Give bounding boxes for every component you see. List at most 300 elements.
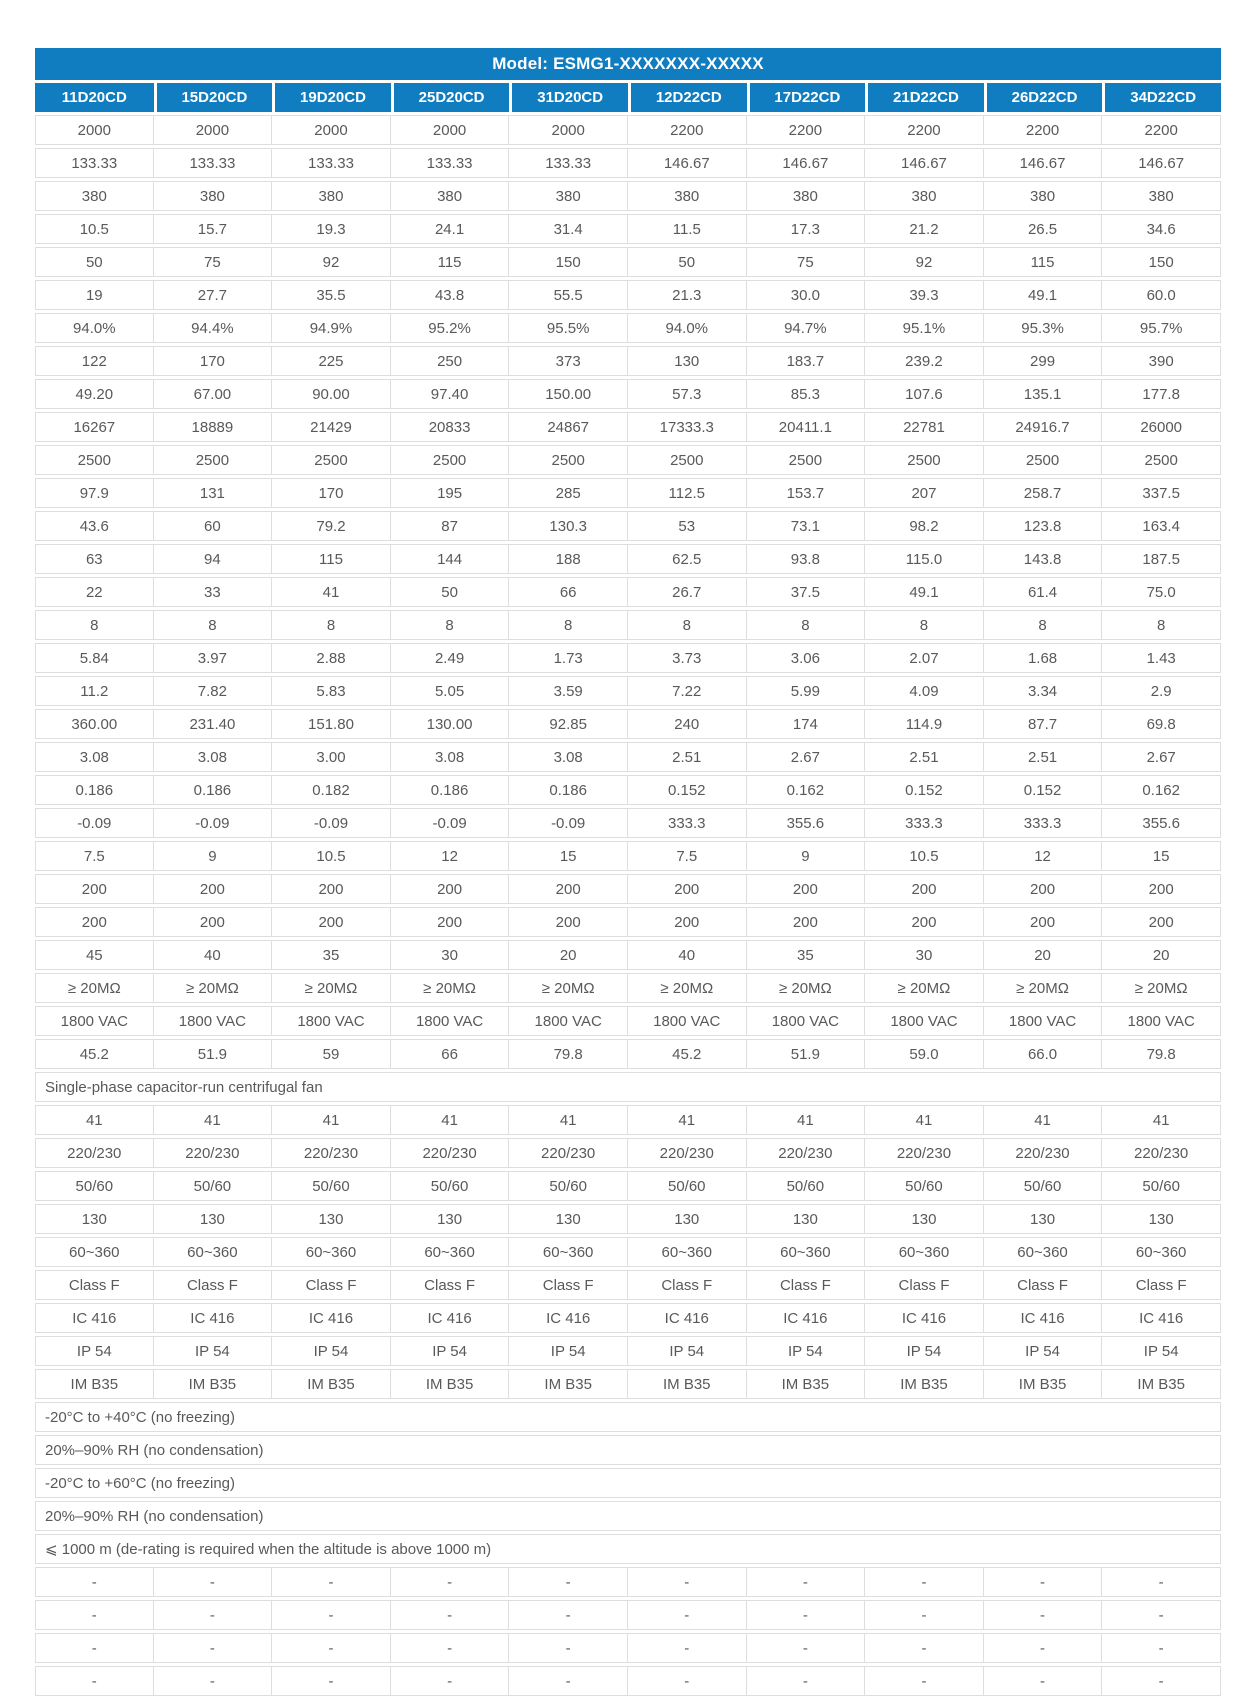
table-cell: 131 <box>154 478 273 508</box>
table-row <box>35 379 1221 409</box>
table-cell: 200 <box>391 874 510 904</box>
table-cell: 200 <box>35 874 154 904</box>
table-cell: 49.1 <box>865 577 984 607</box>
table-cell: - <box>984 1666 1103 1696</box>
table-cell: 19.3 <box>272 214 391 244</box>
table-cell: 30 <box>865 940 984 970</box>
table-cell: 95.2% <box>391 313 510 343</box>
table-cell: 59 <box>272 1039 391 1069</box>
table-cell: 3.08 <box>391 742 510 772</box>
table-cell: 94.9% <box>272 313 391 343</box>
table-cell: 2200 <box>984 115 1103 145</box>
table-cell: IM B35 <box>154 1369 273 1399</box>
table-cell: 380 <box>1102 181 1221 211</box>
table-cell: 41 <box>272 577 391 607</box>
spec-sheet <box>35 45 1221 1699</box>
table-cell: 107.6 <box>865 379 984 409</box>
table-cell: 55.5 <box>509 280 628 310</box>
table-cell: ≥ 20MΩ <box>747 973 866 1003</box>
table-cell: Class F <box>984 1270 1103 1300</box>
table-cell: 69.8 <box>1102 709 1221 739</box>
full-width-cell: ⩽ 1000 m (de-rating is required when the altitude is above 1000 m) <box>35 1534 1221 1564</box>
table-cell: 220/230 <box>391 1138 510 1168</box>
table-cell: 87.7 <box>984 709 1103 739</box>
table-cell: 133.33 <box>154 148 273 178</box>
table-row <box>35 1270 1221 1300</box>
table-cell: 3.06 <box>747 643 866 673</box>
table-cell: 19 <box>35 280 154 310</box>
table-cell: 49.1 <box>984 280 1103 310</box>
table-cell: 170 <box>272 478 391 508</box>
table-cell: 7.22 <box>628 676 747 706</box>
table-cell: 380 <box>35 181 154 211</box>
table-cell: 93.8 <box>747 544 866 574</box>
table-cell: 150 <box>509 247 628 277</box>
table-cell: - <box>865 1633 984 1663</box>
table-cell: 50/60 <box>865 1171 984 1201</box>
table-cell: 220/230 <box>509 1138 628 1168</box>
table-cell: 20 <box>509 940 628 970</box>
table-row <box>35 643 1221 673</box>
table-cell: 133.33 <box>272 148 391 178</box>
table-row <box>35 445 1221 475</box>
table-cell: - <box>509 1600 628 1630</box>
table-row <box>35 1303 1221 1333</box>
table-cell: IM B35 <box>509 1369 628 1399</box>
table-row <box>35 1567 1221 1597</box>
table-cell: 112.5 <box>628 478 747 508</box>
table-cell: 1800 VAC <box>984 1006 1103 1036</box>
table-cell: 4.09 <box>865 676 984 706</box>
table-row <box>35 709 1221 739</box>
table-cell: - <box>865 1567 984 1597</box>
table-cell: - <box>747 1567 866 1597</box>
table-cell: 41 <box>35 1105 154 1135</box>
table-cell: 220/230 <box>35 1138 154 1168</box>
table-cell: 380 <box>154 181 273 211</box>
table-cell: IP 54 <box>154 1336 273 1366</box>
table-cell: ≥ 20MΩ <box>509 973 628 1003</box>
table-cell: 1800 VAC <box>154 1006 273 1036</box>
table-cell: 8 <box>154 610 273 640</box>
table-cell: 195 <box>391 478 510 508</box>
table-cell: 146.67 <box>984 148 1103 178</box>
table-cell: 0.182 <box>272 775 391 805</box>
table-cell: 0.152 <box>984 775 1103 805</box>
table-cell: - <box>391 1600 510 1630</box>
table-cell: 3.08 <box>509 742 628 772</box>
table-cell: 2.49 <box>391 643 510 673</box>
table-cell: 1800 VAC <box>35 1006 154 1036</box>
table-cell: ≥ 20MΩ <box>865 973 984 1003</box>
table-cell: ≥ 20MΩ <box>1102 973 1221 1003</box>
table-cell: 1800 VAC <box>628 1006 747 1036</box>
table-row <box>35 1369 1221 1399</box>
table-cell: 50/60 <box>154 1171 273 1201</box>
column-header-15d20cd: 15D20CD <box>154 83 273 112</box>
table-row <box>35 1105 1221 1135</box>
table-cell: Class F <box>391 1270 510 1300</box>
table-cell: 66.0 <box>984 1039 1103 1069</box>
table-cell: 8 <box>1102 610 1221 640</box>
table-cell: 0.186 <box>391 775 510 805</box>
table-cell: 2000 <box>154 115 273 145</box>
table-cell: 130 <box>628 346 747 376</box>
table-row <box>35 214 1221 244</box>
table-cell: 1.68 <box>984 643 1103 673</box>
table-cell: 97.9 <box>35 478 154 508</box>
title-row <box>35 48 1221 80</box>
table-cell: 133.33 <box>391 148 510 178</box>
table-cell: 146.67 <box>747 148 866 178</box>
table-cell: 60~360 <box>984 1237 1103 1267</box>
table-cell: 1800 VAC <box>865 1006 984 1036</box>
table-row <box>35 1204 1221 1234</box>
table-cell: - <box>509 1666 628 1696</box>
table-cell: 360.00 <box>35 709 154 739</box>
table-cell: 0.186 <box>35 775 154 805</box>
table-cell: 3.00 <box>272 742 391 772</box>
table-row <box>35 940 1221 970</box>
table-cell: 40 <box>154 940 273 970</box>
table-cell: 2.51 <box>865 742 984 772</box>
table-cell: 333.3 <box>628 808 747 838</box>
table-cell: Class F <box>154 1270 273 1300</box>
table-cell: 130 <box>628 1204 747 1234</box>
table-row <box>35 148 1221 178</box>
table-cell: 299 <box>984 346 1103 376</box>
table-cell: 0.186 <box>154 775 273 805</box>
table-cell: 95.7% <box>1102 313 1221 343</box>
table-row <box>35 577 1221 607</box>
table-cell: 21.2 <box>865 214 984 244</box>
table-row <box>35 181 1221 211</box>
spec-table <box>35 45 1221 1699</box>
table-cell: 144 <box>391 544 510 574</box>
table-cell: 60~360 <box>628 1237 747 1267</box>
table-cell: 8 <box>628 610 747 640</box>
table-cell: 12 <box>984 841 1103 871</box>
table-cell: - <box>272 1633 391 1663</box>
table-cell: 24916.7 <box>984 412 1103 442</box>
table-cell: 0.162 <box>1102 775 1221 805</box>
table-cell: 130 <box>35 1204 154 1234</box>
table-cell: 258.7 <box>984 478 1103 508</box>
table-cell: 2.9 <box>1102 676 1221 706</box>
table-cell: Class F <box>1102 1270 1221 1300</box>
table-cell: 27.7 <box>154 280 273 310</box>
table-row <box>35 775 1221 805</box>
table-cell: 8 <box>747 610 866 640</box>
full-width-cell: 20%–90% RH (no condensation) <box>35 1435 1221 1465</box>
table-cell: 130 <box>1102 1204 1221 1234</box>
table-cell: 60~360 <box>154 1237 273 1267</box>
table-cell: 61.4 <box>984 577 1103 607</box>
table-cell: 2000 <box>509 115 628 145</box>
table-cell: IC 416 <box>1102 1303 1221 1333</box>
table-cell: 41 <box>984 1105 1103 1135</box>
table-cell: 146.67 <box>865 148 984 178</box>
table-cell: 35.5 <box>272 280 391 310</box>
table-cell: 130 <box>154 1204 273 1234</box>
table-cell: 0.162 <box>747 775 866 805</box>
table-cell: 153.7 <box>747 478 866 508</box>
table-cell: - <box>747 1633 866 1663</box>
table-cell: 94.4% <box>154 313 273 343</box>
column-header-34d22cd: 34D22CD <box>1102 83 1221 112</box>
table-cell: 94.0% <box>628 313 747 343</box>
table-cell: 94.0% <box>35 313 154 343</box>
table-cell: 7.82 <box>154 676 273 706</box>
table-cell: 2.67 <box>747 742 866 772</box>
table-cell: 60~360 <box>865 1237 984 1267</box>
table-cell: 60~360 <box>747 1237 866 1267</box>
table-cell: -0.09 <box>35 808 154 838</box>
table-row <box>35 808 1221 838</box>
column-header-11d20cd: 11D20CD <box>35 83 154 112</box>
table-cell: IC 416 <box>391 1303 510 1333</box>
table-cell: ≥ 20MΩ <box>154 973 273 1003</box>
table-row <box>35 1402 1221 1432</box>
table-cell: 200 <box>984 907 1103 937</box>
table-cell: 355.6 <box>1102 808 1221 838</box>
table-cell: 174 <box>747 709 866 739</box>
table-cell: 200 <box>154 874 273 904</box>
table-cell: 2000 <box>35 115 154 145</box>
table-cell: 16267 <box>35 412 154 442</box>
table-cell: 170 <box>154 346 273 376</box>
table-cell: 79.8 <box>1102 1039 1221 1069</box>
table-cell: 1800 VAC <box>1102 1006 1221 1036</box>
table-cell: 380 <box>865 181 984 211</box>
table-row <box>35 1138 1221 1168</box>
table-cell: 18889 <box>154 412 273 442</box>
table-cell: 2.67 <box>1102 742 1221 772</box>
table-cell: 87 <box>391 511 510 541</box>
table-cell: 60~360 <box>509 1237 628 1267</box>
table-row <box>35 610 1221 640</box>
table-cell: - <box>35 1567 154 1597</box>
table-cell: 45.2 <box>35 1039 154 1069</box>
table-cell: 177.8 <box>1102 379 1221 409</box>
table-cell: 30 <box>391 940 510 970</box>
table-cell: Class F <box>272 1270 391 1300</box>
table-cell: 95.3% <box>984 313 1103 343</box>
table-cell: 34.6 <box>1102 214 1221 244</box>
table-cell: 41 <box>391 1105 510 1135</box>
table-row <box>35 874 1221 904</box>
table-cell: 49.20 <box>35 379 154 409</box>
table-cell: 75 <box>154 247 273 277</box>
table-cell: - <box>35 1600 154 1630</box>
table-cell: IM B35 <box>1102 1369 1221 1399</box>
table-cell: 200 <box>628 874 747 904</box>
table-cell: ≥ 20MΩ <box>628 973 747 1003</box>
table-cell: 60~360 <box>35 1237 154 1267</box>
table-cell: 2200 <box>1102 115 1221 145</box>
table-cell: IC 416 <box>865 1303 984 1333</box>
table-cell: 37.5 <box>747 577 866 607</box>
table-cell: 79.2 <box>272 511 391 541</box>
table-cell: 60.0 <box>1102 280 1221 310</box>
table-cell: 12 <box>391 841 510 871</box>
table-cell: 122 <box>35 346 154 376</box>
table-cell: 26000 <box>1102 412 1221 442</box>
table-cell: 5.05 <box>391 676 510 706</box>
table-cell: 130 <box>747 1204 866 1234</box>
table-cell: 200 <box>747 874 866 904</box>
table-cell: 43.8 <box>391 280 510 310</box>
table-cell: IP 54 <box>1102 1336 1221 1366</box>
table-cell: 50/60 <box>747 1171 866 1201</box>
table-cell: IP 54 <box>984 1336 1103 1366</box>
table-cell: - <box>272 1567 391 1597</box>
table-cell: IC 416 <box>984 1303 1103 1333</box>
table-cell: 33 <box>154 577 273 607</box>
table-cell: 35 <box>747 940 866 970</box>
table-cell: 1800 VAC <box>747 1006 866 1036</box>
table-cell: - <box>272 1600 391 1630</box>
column-header-26d22cd: 26D22CD <box>984 83 1103 112</box>
table-cell: 115 <box>984 247 1103 277</box>
table-cell: 2.07 <box>865 643 984 673</box>
table-row <box>35 412 1221 442</box>
table-cell: 3.73 <box>628 643 747 673</box>
table-cell: 188 <box>509 544 628 574</box>
table-cell: - <box>628 1633 747 1663</box>
table-cell: 50/60 <box>35 1171 154 1201</box>
column-header-25d20cd: 25D20CD <box>391 83 510 112</box>
table-cell: 2500 <box>628 445 747 475</box>
table-cell: 220/230 <box>747 1138 866 1168</box>
table-row <box>35 973 1221 1003</box>
table-cell: 45.2 <box>628 1039 747 1069</box>
table-row <box>35 1468 1221 1498</box>
table-cell: 26.5 <box>984 214 1103 244</box>
table-cell: 135.1 <box>984 379 1103 409</box>
table-cell: 11.2 <box>35 676 154 706</box>
table-cell: - <box>984 1600 1103 1630</box>
table-cell: 2500 <box>984 445 1103 475</box>
table-cell: 2200 <box>747 115 866 145</box>
table-cell: 130 <box>272 1204 391 1234</box>
table-cell: 66 <box>509 577 628 607</box>
table-cell: 51.9 <box>747 1039 866 1069</box>
table-cell: 10.5 <box>35 214 154 244</box>
table-row <box>35 1336 1221 1366</box>
table-cell: - <box>628 1666 747 1696</box>
table-cell: 1800 VAC <box>391 1006 510 1036</box>
table-row <box>35 841 1221 871</box>
table-cell: 380 <box>747 181 866 211</box>
table-cell: 51.9 <box>154 1039 273 1069</box>
table-cell: 60~360 <box>272 1237 391 1267</box>
table-cell: Class F <box>35 1270 154 1300</box>
table-row <box>35 1600 1221 1630</box>
table-cell: 115 <box>391 247 510 277</box>
table-cell: -0.09 <box>272 808 391 838</box>
table-row <box>35 115 1221 145</box>
table-cell: - <box>747 1666 866 1696</box>
table-cell: 53 <box>628 511 747 541</box>
table-row <box>35 346 1221 376</box>
table-cell: 200 <box>984 874 1103 904</box>
table-cell: 22 <box>35 577 154 607</box>
table-cell: 50 <box>628 247 747 277</box>
table-cell: 2.88 <box>272 643 391 673</box>
table-cell: 85.3 <box>747 379 866 409</box>
table-cell: 95.1% <box>865 313 984 343</box>
table-cell: 73.1 <box>747 511 866 541</box>
table-title: Model: ESMG1-XXXXXXX-XXXXX <box>35 48 1221 80</box>
table-cell: 133.33 <box>509 148 628 178</box>
table-cell: 8 <box>509 610 628 640</box>
table-cell: 231.40 <box>154 709 273 739</box>
table-cell: - <box>35 1633 154 1663</box>
table-cell: 21.3 <box>628 280 747 310</box>
table-cell: 60~360 <box>1102 1237 1221 1267</box>
table-cell: 130 <box>865 1204 984 1234</box>
table-cell: 30.0 <box>747 280 866 310</box>
table-cell: 220/230 <box>272 1138 391 1168</box>
table-cell: IM B35 <box>35 1369 154 1399</box>
table-cell: Class F <box>865 1270 984 1300</box>
table-cell: 39.3 <box>865 280 984 310</box>
table-cell: 337.5 <box>1102 478 1221 508</box>
table-cell: 183.7 <box>747 346 866 376</box>
table-cell: 200 <box>865 874 984 904</box>
table-row <box>35 907 1221 937</box>
table-cell: 130.00 <box>391 709 510 739</box>
table-cell: 200 <box>628 907 747 937</box>
table-cell: 390 <box>1102 346 1221 376</box>
table-cell: 11.5 <box>628 214 747 244</box>
table-cell: 2000 <box>272 115 391 145</box>
table-cell: 380 <box>509 181 628 211</box>
table-cell: 1.73 <box>509 643 628 673</box>
table-cell: 40 <box>628 940 747 970</box>
table-cell: IM B35 <box>628 1369 747 1399</box>
table-cell: 5.84 <box>35 643 154 673</box>
table-cell: 133.33 <box>35 148 154 178</box>
table-cell: 15 <box>1102 841 1221 871</box>
table-row <box>35 1072 1221 1102</box>
table-cell: 146.67 <box>628 148 747 178</box>
table-cell: ≥ 20MΩ <box>272 973 391 1003</box>
table-cell: 130 <box>391 1204 510 1234</box>
table-cell: 355.6 <box>747 808 866 838</box>
table-cell: 9 <box>747 841 866 871</box>
table-row <box>35 1501 1221 1531</box>
table-cell: 8 <box>984 610 1103 640</box>
table-cell: 57.3 <box>628 379 747 409</box>
table-cell: - <box>865 1600 984 1630</box>
table-cell: 94 <box>154 544 273 574</box>
table-row <box>35 1237 1221 1267</box>
table-cell: 20 <box>1102 940 1221 970</box>
table-cell: - <box>628 1567 747 1597</box>
table-cell: -0.09 <box>509 808 628 838</box>
table-cell: - <box>1102 1567 1221 1597</box>
table-cell: 63 <box>35 544 154 574</box>
table-cell: 333.3 <box>984 808 1103 838</box>
table-cell: 15 <box>509 841 628 871</box>
table-cell: 3.59 <box>509 676 628 706</box>
table-cell: IP 54 <box>391 1336 510 1366</box>
table-cell: 5.99 <box>747 676 866 706</box>
table-cell: 333.3 <box>865 808 984 838</box>
table-cell: Class F <box>628 1270 747 1300</box>
